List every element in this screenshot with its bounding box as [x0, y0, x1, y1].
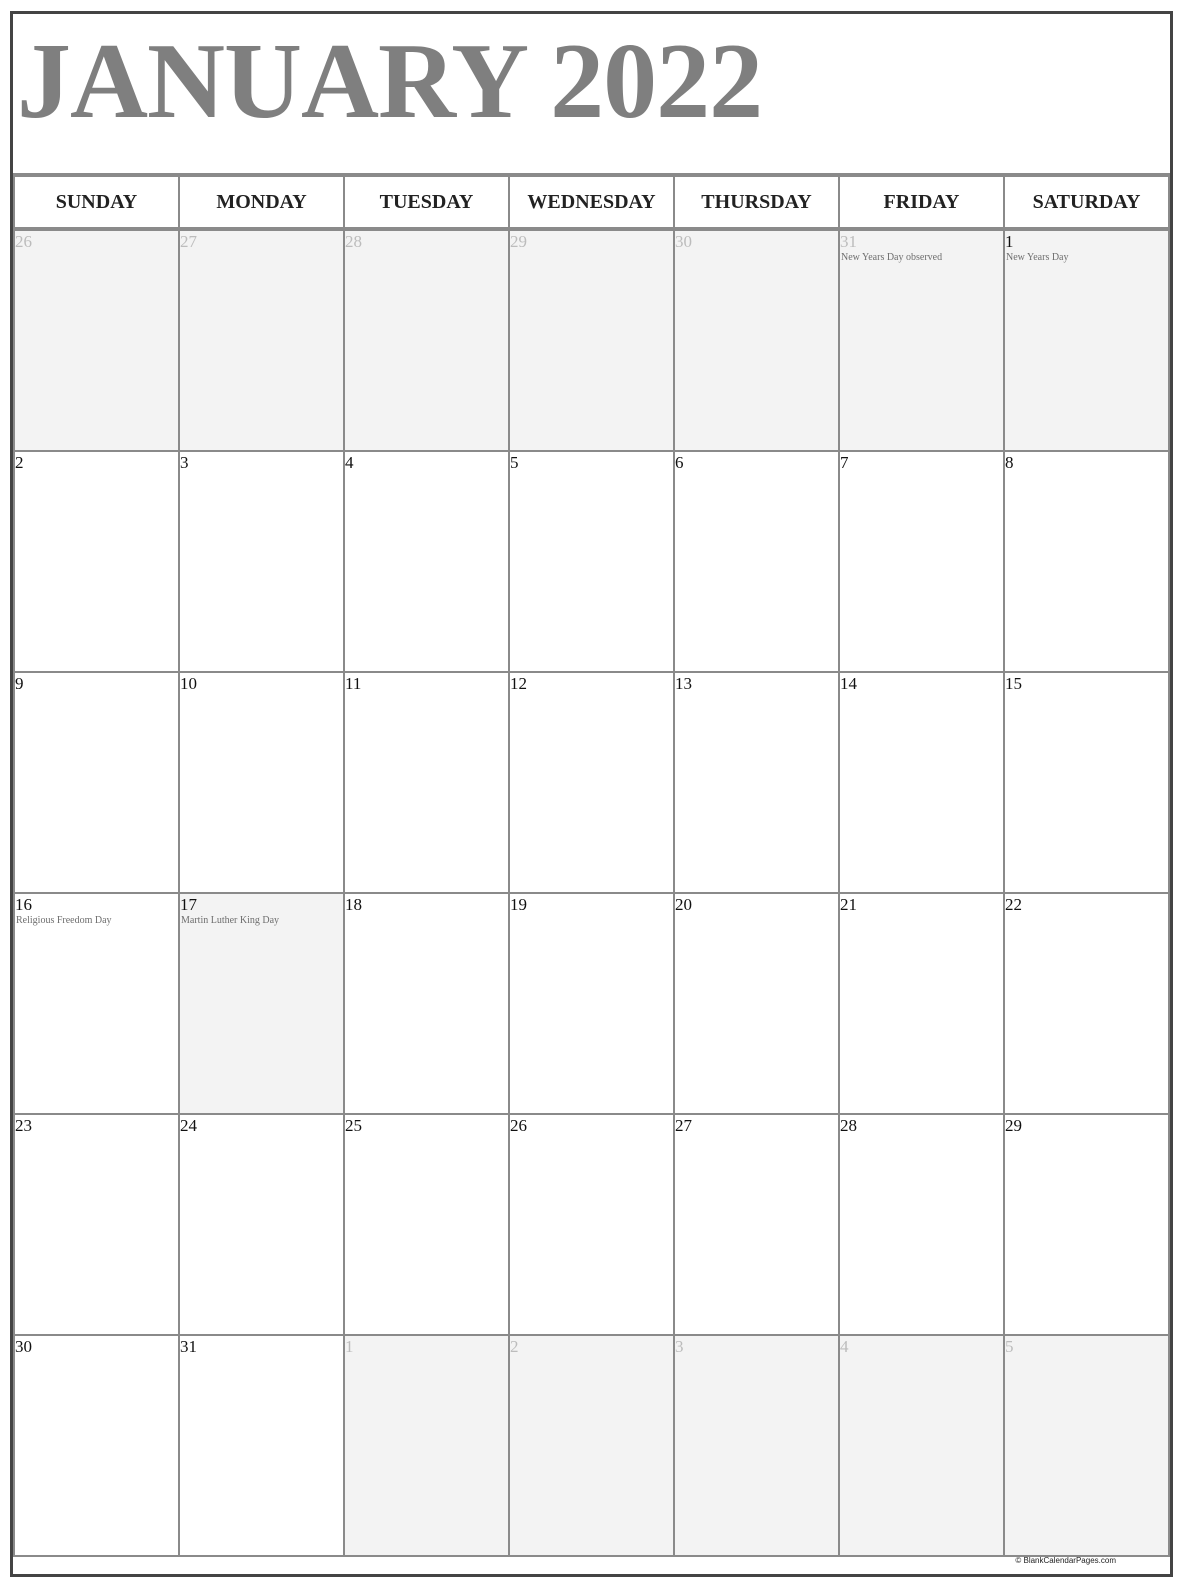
day-cell[interactable] — [838, 1334, 1005, 1557]
day-cell[interactable] — [838, 229, 1005, 452]
day-cell[interactable] — [508, 892, 675, 1115]
day-number: 27 — [180, 232, 197, 251]
day-cell[interactable] — [343, 671, 510, 894]
day-cell[interactable] — [178, 671, 345, 894]
holiday-label: New Years Day observed — [841, 252, 943, 263]
day-cell[interactable] — [1003, 450, 1170, 673]
day-cell[interactable] — [1003, 671, 1170, 894]
day-cell[interactable] — [838, 671, 1005, 894]
day-cell[interactable] — [178, 229, 345, 452]
day-number: 5 — [510, 453, 519, 472]
day-number: 23 — [15, 1116, 32, 1135]
day-cell[interactable] — [178, 450, 345, 673]
day-cell[interactable] — [508, 1334, 675, 1557]
day-cell[interactable] — [343, 450, 510, 673]
weekday-header-sunday: SUNDAY — [13, 175, 180, 229]
day-number: 17 — [180, 895, 197, 914]
day-cell[interactable] — [343, 892, 510, 1115]
day-number: 11 — [345, 674, 362, 693]
day-cell[interactable] — [673, 229, 840, 452]
day-number: 28 — [840, 1116, 857, 1135]
weekday-header-row — [13, 175, 1170, 229]
day-number: 14 — [840, 674, 857, 693]
day-number: 24 — [180, 1116, 197, 1135]
day-number: 28 — [345, 232, 362, 251]
weekday-header-monday: MONDAY — [178, 175, 345, 229]
day-cell[interactable] — [508, 1113, 675, 1336]
day-number: 27 — [675, 1116, 692, 1135]
holiday-label: New Years Day — [1006, 252, 1069, 263]
day-cell[interactable] — [508, 671, 675, 894]
holiday-label: Martin Luther King Day — [181, 915, 280, 926]
day-number: 4 — [345, 453, 354, 472]
day-cell[interactable] — [13, 892, 180, 1115]
day-number: 2 — [510, 1337, 519, 1356]
day-cell[interactable] — [673, 671, 840, 894]
page-title: JANUARY 2022 — [17, 22, 763, 141]
day-number: 18 — [345, 895, 362, 914]
day-cell[interactable] — [13, 229, 180, 452]
day-number: 26 — [15, 232, 32, 251]
day-number: 12 — [510, 674, 527, 693]
day-number: 6 — [675, 453, 684, 472]
day-number: 31 — [840, 232, 857, 251]
day-cell[interactable] — [508, 229, 675, 452]
day-number: 7 — [840, 453, 849, 472]
day-cell[interactable] — [1003, 229, 1170, 452]
day-cell[interactable] — [1003, 1113, 1170, 1336]
day-number: 1 — [345, 1337, 354, 1356]
day-cell[interactable] — [1003, 1334, 1170, 1557]
day-cell[interactable] — [178, 1113, 345, 1336]
day-number: 19 — [510, 895, 527, 914]
day-number: 31 — [180, 1337, 197, 1356]
day-cell[interactable] — [1003, 892, 1170, 1115]
day-number: 22 — [1005, 895, 1022, 914]
day-cell[interactable] — [673, 892, 840, 1115]
day-number: 3 — [675, 1337, 684, 1356]
day-number: 2 — [15, 453, 24, 472]
day-number: 25 — [345, 1116, 362, 1135]
day-cell[interactable] — [838, 1113, 1005, 1336]
title-bar — [13, 14, 1170, 175]
day-number: 8 — [1005, 453, 1014, 472]
day-cell[interactable] — [343, 229, 510, 452]
day-cell[interactable] — [508, 450, 675, 673]
day-number: 30 — [15, 1337, 32, 1356]
calendar-grid — [13, 229, 1170, 1574]
day-number: 13 — [675, 674, 692, 693]
day-cell[interactable] — [673, 1113, 840, 1336]
day-number: 29 — [1005, 1116, 1022, 1135]
weekday-header-wednesday: WEDNESDAY — [508, 175, 675, 229]
day-number: 20 — [675, 895, 692, 914]
footer-credit: © BlankCalendarPages.com — [1015, 1556, 1116, 1565]
weekday-header-thursday: THURSDAY — [673, 175, 840, 229]
weekday-header-saturday: SATURDAY — [1003, 175, 1170, 229]
day-number: 15 — [1005, 674, 1022, 693]
day-number: 29 — [510, 232, 527, 251]
day-cell[interactable] — [343, 1113, 510, 1336]
day-number: 21 — [840, 895, 857, 914]
day-cell[interactable] — [673, 450, 840, 673]
day-number: 30 — [675, 232, 692, 251]
day-cell[interactable] — [178, 1334, 345, 1557]
day-cell[interactable] — [838, 892, 1005, 1115]
day-cell[interactable] — [343, 1334, 510, 1557]
day-number: 16 — [15, 895, 32, 914]
day-cell[interactable] — [13, 671, 180, 894]
calendar-page — [10, 11, 1173, 1577]
day-number: 9 — [15, 674, 24, 693]
day-number: 26 — [510, 1116, 527, 1135]
weekday-header-friday: FRIDAY — [838, 175, 1005, 229]
day-number: 10 — [180, 674, 197, 693]
day-number: 1 — [1005, 232, 1014, 251]
holiday-label: Religious Freedom Day — [16, 915, 112, 926]
day-cell[interactable] — [13, 450, 180, 673]
day-cell[interactable] — [673, 1334, 840, 1557]
day-cell[interactable] — [178, 892, 345, 1115]
day-number: 3 — [180, 453, 189, 472]
weekday-header-tuesday: TUESDAY — [343, 175, 510, 229]
day-cell[interactable] — [13, 1334, 180, 1557]
day-number: 4 — [840, 1337, 849, 1356]
day-cell[interactable] — [13, 1113, 180, 1336]
day-number: 5 — [1005, 1337, 1014, 1356]
day-cell[interactable] — [838, 450, 1005, 673]
